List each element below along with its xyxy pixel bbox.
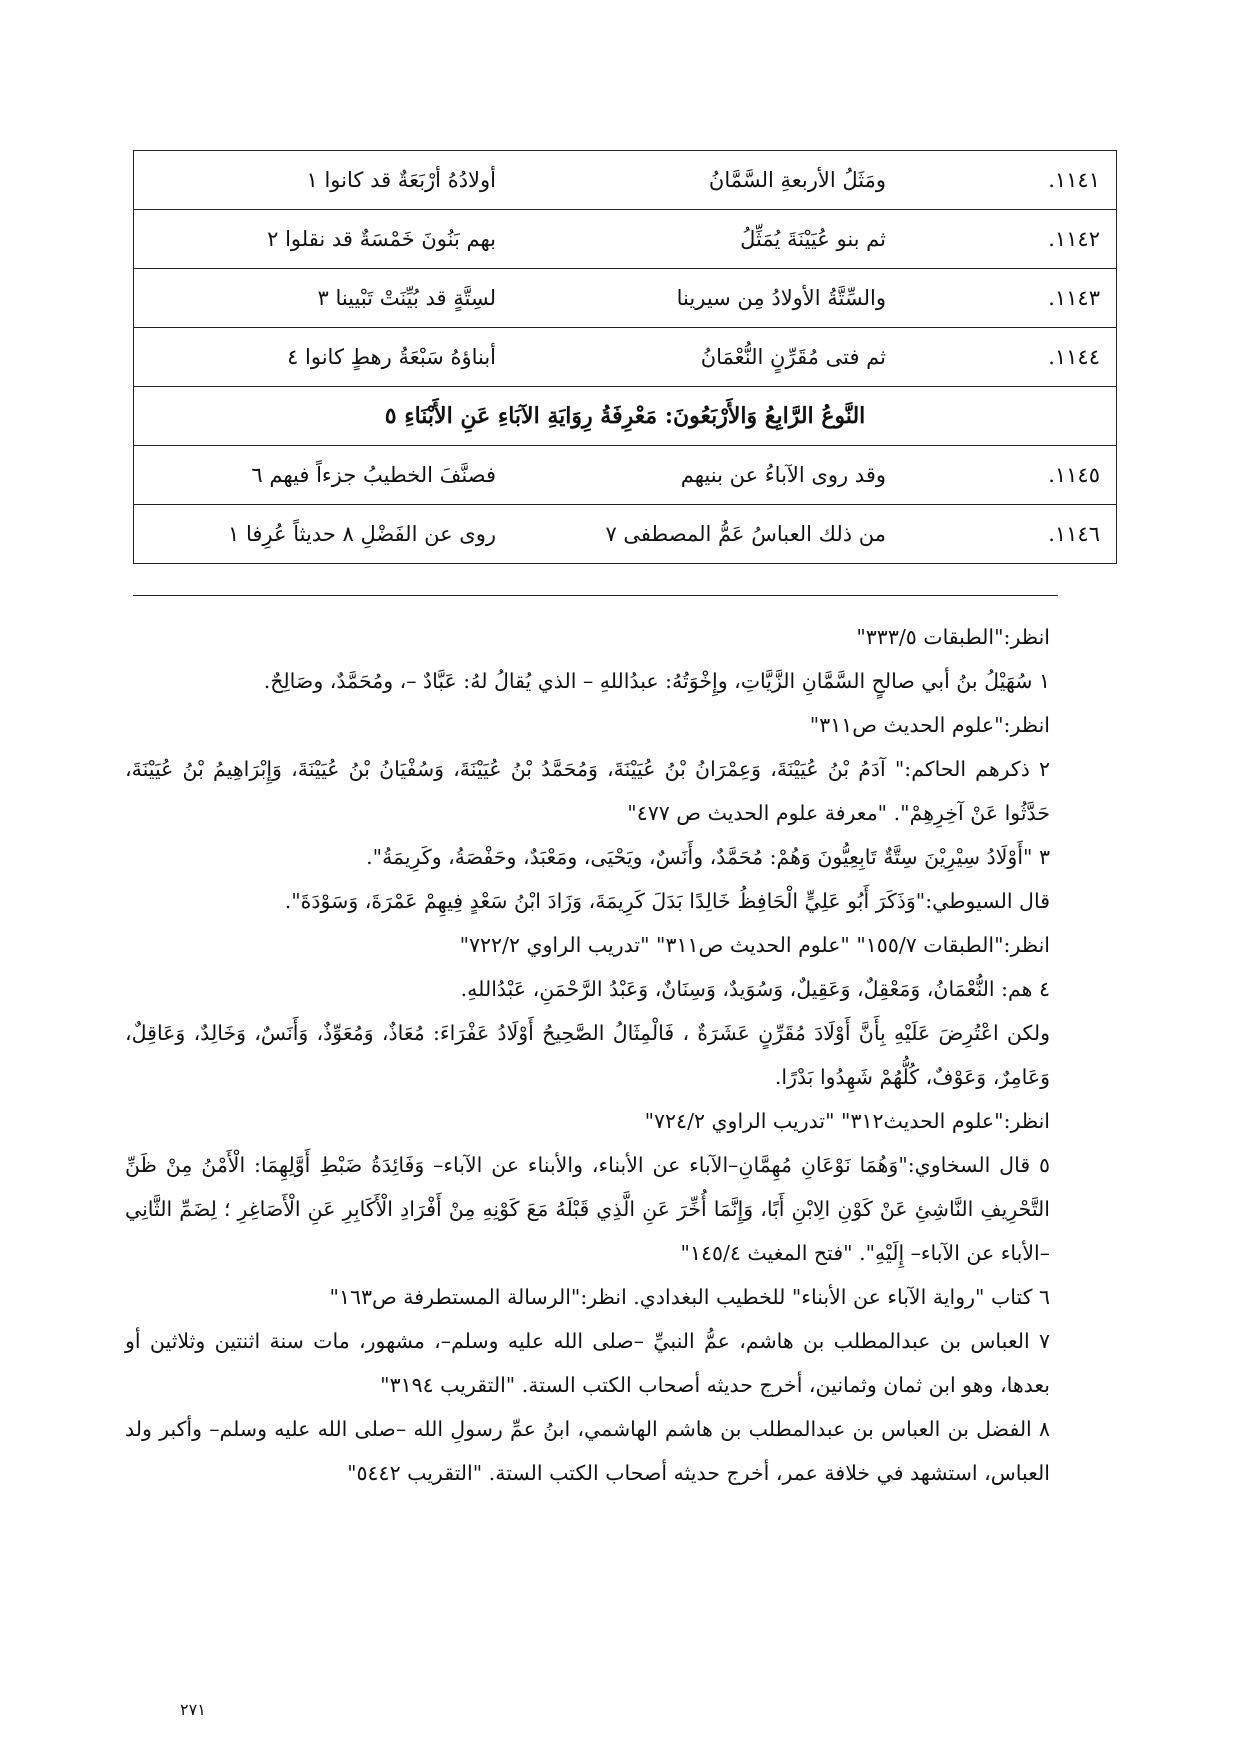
verse-table [133, 150, 1117, 564]
verse-row [134, 505, 1117, 564]
verse-number: ١١٤٦. [1048, 522, 1100, 546]
footnote-line: انظر:"علوم الحديث ص٣١١" [809, 713, 1050, 737]
verse-second-hemistich: فصنَّفَ الخطيبُ جزءاً فيهم ٦ [251, 463, 496, 487]
verse-first-hemistich: من ذلك العباسُ عَمُّ المصطفى ٧ [605, 522, 886, 546]
section-heading: النَّوعُ الرَّابِعُ وَالأَرْبَعُونَ: مَعْرِفَةُ رِوَايَةِ الآبَاءِ عَنِ الأَبْنَاءِ ٥ [134, 387, 1117, 446]
footnote-line: ٣ "أَوْلَادُ سِيْرِيْنَ سِتَّةٌ تَابِعِيُّونَ وَهُمْ: مُحَمَّدٌ، وأَنَسٌ، ويَحْيَى، ومَعْبَدٌ، وحَفْصَةُ، وكَرِيمَةُ". [366, 845, 1050, 869]
verse-number: ١١٤١. [1048, 168, 1100, 192]
footnote-line: انظر:"الطبقات ١٥٥/٧" "علوم الحديث ص٣١١" "تدريب الراوي ٧٢٢/٢" [459, 933, 1050, 957]
footnote-line: ١ سُهَيْلُ بنُ أبي صالحٍ السَّمَّانِ الزَّيَّاتِ، وإِخْوَتُهُ: عبدُاللهِ – الذي يُقالُ لهُ: عَبَّادٌ –، ومُحَمَّدٌ، وصَالِحٌ. [263, 669, 1050, 693]
verse-number: ١١٤٥. [1048, 463, 1100, 487]
verse-row [134, 151, 1117, 210]
verse-first-hemistich: والسِّتَّةُ الأولادُ مِن سيرينا [676, 286, 886, 310]
verse-second-hemistich: روى عن الفَضْلِ ٨ حديثاً عُرِفا ١ [228, 522, 496, 546]
footnote-line: ٢ ذكرهم الحاكم:" آدَمُ بْنُ عُيَيْنَةَ، وَعِمْرَانُ بْنُ عُيَيْنَةَ، وَمُحَمَّدُ بْنُ عُيَيْنَةَ، وَسُفْيَانُ بْنُ عُيَيْنَةَ، وَإِبْرَاهِيمُ بْنُ عُيَيْنَةَ، حَدَّثُوا عَنْ آخِرِهِمْ". "معرفة علوم الحديث ص ٤٧٧" [125, 757, 1050, 825]
footnote-line: ولكن اعْتُرِضَ عَلَيْهِ بِأَنَّ أَوْلَادَ مُقَرِّنٍ عَشَرَةٌ ، فَالْمِثَالُ الصَّحِيحُ أَوْلَادُ عَفْرَاءَ: مُعَاذٌ، وَمُعَوِّذٌ، وَأَنَسٌ، وَخَالِدٌ، وَعَاقِلٌ، وَعَامِرٌ، وَعَوْفٌ، كُلُّهُمْ شَهِدُوا بَدْرًا. [125, 1021, 1050, 1089]
footnote-line: ٥ قال السخاوي:"وَهُمَا نَوْعَانِ مُهِمَّانِ–الآباء عن الأبناء، والأبناء عن الآباء– وَفَائِدَةُ ضَبْطِ أَوَّلِهِمَا: الْأَمْنُ مِنْ ظَنِّ التَّحْرِيفِ النَّاشِئِ عَنْ كَوْنِ الِابْنِ أَبًا، وَإِنَّمَا أُخِّرَ عَنِ الَّذِي قَبْلَهُ مَعَ كَوْنِهِ مِنْ أَفْرَادِ الْأَكَابِرِ عَنِ الْأَصَاغِرِ ؛ لِضَمِّ الثَّانِي –الأباء عن الآباء– إِلَيْهِ". "فتح المغيث ١٤٥/٤" [125, 1153, 1050, 1265]
footnote-line: انظر:"علوم الحديث٣١٢" "تدريب الراوي ٧٢٤/٢" [644, 1109, 1050, 1133]
footnote-line: ٨ الفضل بن العباس بن عبدالمطلب بن هاشم الهاشمي، ابنُ عمِّ رسولِ الله –صلى الله عليه وسلم– وأكبر ولد العباس، استشهد في خلافة عمر، أخرج حديثه أصحاب الكتب الستة. "التقريب ٥٤٤٢" [125, 1417, 1050, 1485]
footnote-line: ٤ هم: النُّعْمَانُ، وَمَعْقِلٌ، وَعَقِيلٌ، وَسُوَيدٌ، وَسِنَانٌ، وَعَبْدُ الرَّحْمَنِ، عَبْدُاللهِ. [460, 977, 1050, 1001]
section-heading-row [134, 387, 1117, 446]
verse-number: ١١٤٤. [1048, 345, 1100, 369]
footnote-separator [133, 595, 1058, 596]
footnotes [125, 615, 1050, 1495]
verse-first-hemistich: ثم بنو عُيَيْنَةَ يُمَثِّلُ [740, 227, 886, 251]
page-number: ٢٧١ [180, 1700, 206, 1719]
footnote-line: ٦ كتاب "رواية الآباء عن الأبناء" للخطيب البغدادي. انظر:"الرسالة المستطرفة ص١٦٣" [329, 1285, 1050, 1309]
verse-row [134, 328, 1117, 387]
footnote-line: ٧ العباس بن عبدالمطلب بن هاشم، عمُّ النبيِّ –صلى الله عليه وسلم–، مشهور، مات سنة اثنتين وثلاثين أو بعدها، وهو ابن ثمان وثمانين، أخرج حديثه أصحاب الكتب الستة. "التقريب ٣١٩٤" [125, 1329, 1050, 1397]
verse-first-hemistich: ثم فتى مُقَرِّنٍ النُّعْمَانُ [700, 345, 886, 369]
verse-number: ١١٤٣. [1048, 286, 1100, 310]
footnote-line: انظر:"الطبقات ٣٣٣/٥" [856, 625, 1050, 649]
verse-first-hemistich: ومَثَلُ الأربعةِ السَّمَّانُ [708, 168, 886, 192]
verse-second-hemistich: لسِتَّةٍ قد بُيِّنَتْ تَبْيينا ٣ [317, 286, 496, 310]
verse-second-hemistich: أبناؤهُ سَبْعَةُ رهطٍ كانوا ٤ [287, 345, 496, 369]
verse-row [134, 446, 1117, 505]
verse-row [134, 210, 1117, 269]
verse-second-hemistich: أولادُهُ أرْبَعَةٌ قد كانوا ١ [306, 168, 496, 192]
verse-row [134, 269, 1117, 328]
verse-second-hemistich: بهم بَنُونَ خَمْسَةٌ قد نقلوا ٢ [267, 227, 496, 251]
footnote-line: قال السيوطي:"وَذَكَرَ أَبُو عَلِيٍّ الْحَافِظُ خَالِدًا بَدَلَ كَرِيمَةَ، وَزَادَ ابْنُ سَعْدٍ فِيهِمْ عَمْرَةَ، وَسَوْدَةَ". [284, 889, 1050, 913]
verse-first-hemistich: وقد روى الآباءُ عن بنيهم [680, 463, 886, 487]
verse-number: ١١٤٢. [1048, 227, 1100, 251]
